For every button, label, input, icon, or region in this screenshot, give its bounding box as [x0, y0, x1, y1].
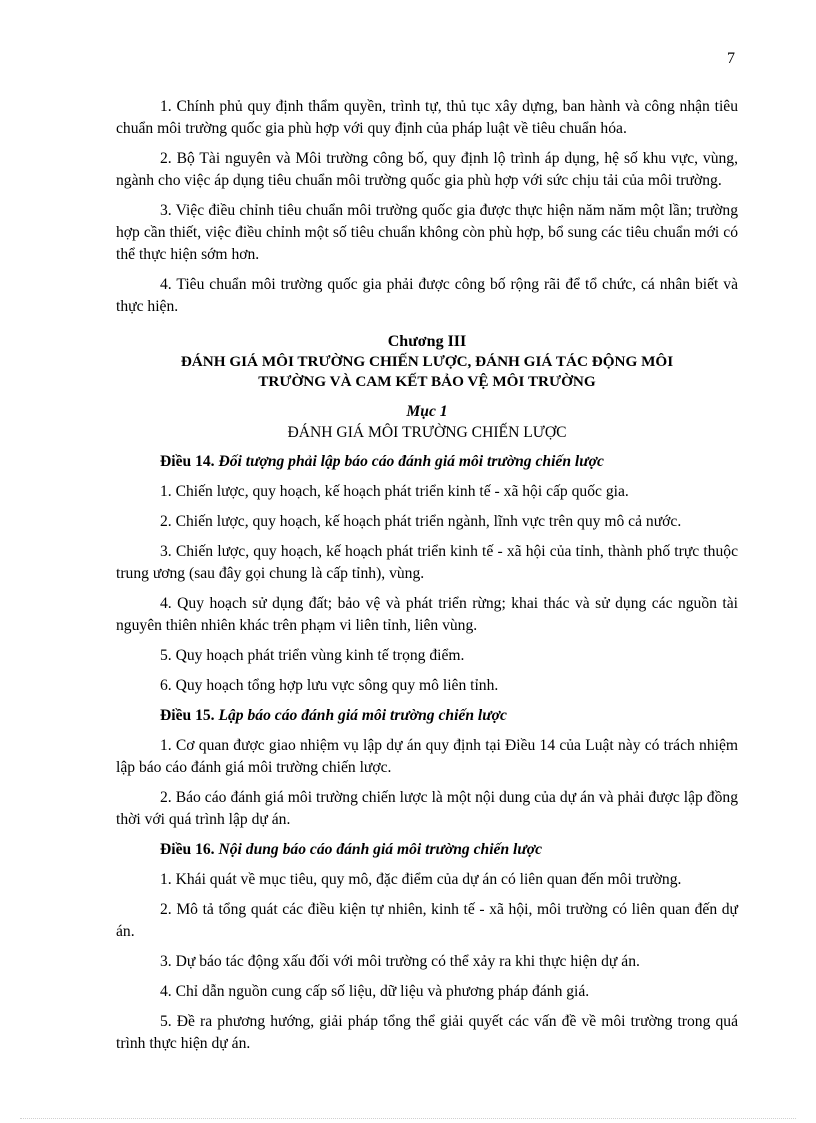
- article-15-title: Lập báo cáo đánh giá môi trường chiến lược: [218, 707, 507, 724]
- intro-paragraph-4: 4. Tiêu chuẩn môi trường quốc gia phải được công bố rộng rãi để tổ chức, cá nhân biết và thực hiện.: [116, 276, 738, 315]
- intro-paragraph-1: 1. Chính phủ quy định thẩm quyền, trình tự, thủ tục xây dựng, ban hành và công nhận tiêu chuẩn môi trường quốc gia phù hợp với quy định của pháp luật về tiêu chuẩn hóa.: [116, 98, 738, 137]
- article-14-item-5: 5. Quy hoạch phát triển vùng kinh tế trọng điểm.: [160, 647, 465, 664]
- article-14-heading: [116, 451, 738, 473]
- article-16-title: Nội dung báo cáo đánh giá môi trường chiến lược: [218, 841, 542, 858]
- article-15-number: Điều 15.: [160, 707, 215, 724]
- section-title: ĐÁNH GIÁ MÔI TRƯỜNG CHIẾN LƯỢC: [287, 424, 567, 441]
- article-16-heading: [116, 839, 738, 861]
- page-bottom-divider: [20, 1118, 796, 1119]
- article-16-item-4: 4. Chỉ dẫn nguồn cung cấp số liệu, dữ liệu và phương pháp đánh giá.: [160, 983, 590, 1000]
- article-14-item-4: 4. Quy hoạch sử dụng đất; bảo vệ và phát triển rừng; khai thác và sử dụng các nguồn tài nguyên thiên nhiên khác trên phạm vi liên tỉnh, liên vùng.: [116, 595, 738, 634]
- chapter-title-line-2: TRƯỜNG VÀ CAM KẾT BẢO VỆ MÔI TRƯỜNG: [258, 373, 596, 390]
- chapter-title: [116, 352, 738, 392]
- article-16-number: Điều 16.: [160, 841, 215, 858]
- article-14-number: Điều 14.: [160, 453, 215, 470]
- intro-paragraph-3: 3. Việc điều chỉnh tiêu chuẩn môi trường quốc gia được thực hiện năm năm một lần; trường hợp cần thiết, việc điều chỉnh một số tiêu chuẩn không còn phù hợp, bổ sung các tiêu chuẩn mới có thể thực hiện sớm hơn.: [116, 202, 738, 263]
- page-number: 7: [727, 50, 735, 67]
- article-15-item-2: 2. Báo cáo đánh giá môi trường chiến lược là một nội dung của dự án và phải được lập đồng thời với quá trình lập dự án.: [116, 789, 738, 828]
- article-14-item-6: 6. Quy hoạch tổng hợp lưu vực sông quy mô liên tỉnh.: [160, 677, 499, 694]
- article-16-item-5: 5. Đề ra phương hướng, giải pháp tổng thể giải quyết các vấn đề về môi trường trong quá trình thực hiện dự án.: [116, 1013, 738, 1052]
- article-16-item-1: 1. Khái quát về mục tiêu, quy mô, đặc điểm của dự án có liên quan đến môi trường.: [160, 871, 682, 888]
- article-16-item-3: 3. Dự báo tác động xấu đối với môi trường có thể xảy ra khi thực hiện dự án.: [160, 953, 640, 970]
- chapter-title-line-1: ĐÁNH GIÁ MÔI TRƯỜNG CHIẾN LƯỢC, ĐÁNH GIÁ TÁC ĐỘNG MÔI: [180, 353, 674, 370]
- intro-paragraph-2: 2. Bộ Tài nguyên và Môi trường công bố, quy định lộ trình áp dụng, hệ số khu vực, vùng, ngành cho việc áp dụng tiêu chuẩn môi trường quốc gia phù hợp với sức chịu tải của môi trường.: [116, 150, 738, 189]
- article-14-title: Đối tượng phải lập báo cáo đánh giá môi trường chiến lược: [218, 453, 604, 470]
- article-16-item-2: 2. Mô tả tổng quát các điều kiện tự nhiên, kinh tế - xã hội, môi trường có liên quan đến dự án.: [116, 901, 738, 940]
- section-label: Mục 1: [406, 403, 448, 420]
- chapter-label: Chương III: [387, 333, 467, 350]
- article-14-item-1: 1. Chiến lược, quy hoạch, kế hoạch phát triển kinh tế - xã hội cấp quốc gia.: [160, 483, 629, 500]
- document-body: [116, 96, 738, 1063]
- article-15-item-1: 1. Cơ quan được giao nhiệm vụ lập dự án quy định tại Điều 14 của Luật này có trách nhiệm lập báo cáo đánh giá môi trường chiến lược.: [116, 737, 738, 776]
- article-15-heading: [116, 705, 738, 727]
- article-14-item-3: 3. Chiến lược, quy hoạch, kế hoạch phát triển kinh tế - xã hội của tỉnh, thành phố trực thuộc trung ương (sau đây gọi chung là cấp tỉnh), vùng.: [116, 543, 738, 582]
- article-14-item-2: 2. Chiến lược, quy hoạch, kế hoạch phát triển ngành, lĩnh vực trên quy mô cả nước.: [160, 513, 682, 530]
